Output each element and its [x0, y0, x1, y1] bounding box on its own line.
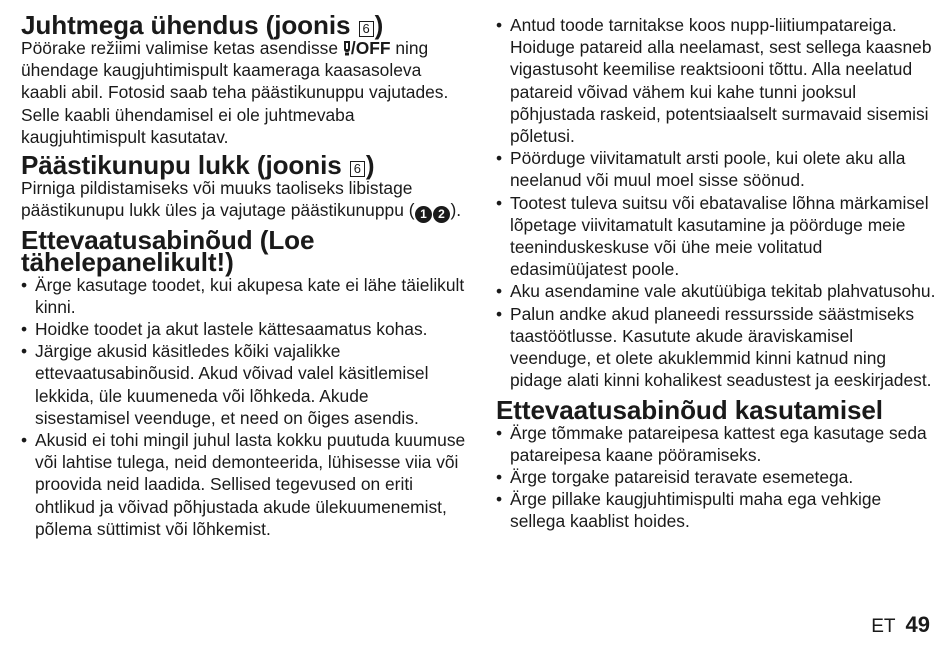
section-title-usage-precautions: Ettevaatusabinõud kasutamisel: [496, 395, 883, 426]
page-number: 49: [905, 611, 930, 637]
section-wired-connection: [21, 10, 466, 148]
figure-number: 6: [350, 161, 365, 177]
section-title-shutter-lock: Päästikunupu lukk (joonis 6 ): [21, 150, 375, 181]
section-title-wired-connection: Juhtmega ühendus (joonis 6 ): [21, 10, 384, 40]
list-item: • Ärge kasutage toodet, kui akupesa kate ei lähe täielikult kinni.: [21, 274, 466, 318]
paragraph-shutter-lock: Pirniga pildistamiseks või muuks taoliseks libistage päästikunupu lukk üles ja vajutage päästikunuppu ( 1 2 ).: [21, 178, 462, 222]
step-2-badge: 2: [433, 206, 450, 223]
step-1-badge: 1: [415, 206, 432, 223]
section-title-precautions: Ettevaatusabinõud (Loe tähelepanelikult!): [21, 225, 315, 278]
language-code: ET: [871, 615, 896, 637]
usage-precautions-list: [496, 422, 936, 533]
precautions-list: [21, 274, 466, 540]
list-item: • Ärge pillake kaugjuhtimispulti maha ega vehkige sellega kaablist hoides.: [496, 488, 936, 532]
figure-number: 6: [359, 21, 374, 37]
list-item: • Ärge torgake patareisid teravate esemetega.: [496, 466, 936, 488]
list-item: • Palun andke akud planeedi ressursside säästmiseks taastöötlusse. Kasutute akude äraviskamisel veenduge, et olete akuklemmid kinni katnud ning pidage alati kinni kohalikest seadustest ja eeskirjadest.: [496, 303, 936, 392]
page-footer: [871, 611, 930, 638]
list-item: • Ärge tõmmake patareipesa kattest ega kasutage seda patareipesa kaane pööramiseks.: [496, 422, 936, 466]
section-precautions: [21, 225, 466, 540]
battery-warnings-list: [496, 14, 936, 391]
left-column: [21, 10, 466, 544]
list-item: • Akusid ei tohi mingil juhul lasta kokku puutuda kuumuse või lahtise tulega, neid demonteerida, lühisesse viia või proovida neid laadida. Sellised tegevused on eriti ohtlikud ja võivad põhjustada akude ülekuumenemist, põlema süttimist või lõhkemist.: [21, 429, 466, 540]
list-item: • Pöörduge viivitamatult arsti poole, kui olete aku alla neelanud või muul moel sisse söönud.: [496, 147, 936, 191]
list-item: • Hoidke toodet ja akut lastele kättesaamatus kohas.: [21, 318, 466, 340]
section-usage-precautions: [496, 395, 936, 532]
mode-off-label: /OFF: [350, 38, 391, 58]
section-shutter-lock: [21, 150, 466, 223]
list-item: • Antud toode tarnitakse koos nupp-liitiumpatareiga. Hoiduge patareid alla neelamast, sest sellega kaasneb vigastusoht keemilise reaktsiooni tõttu. Alla neelatud patareid võivad vähem kui kahe tunni jooksul põhjustada raskeid, potentsiaalselt surmavaid sisemisi põletusi.: [496, 14, 936, 147]
list-item: • Tootest tuleva suitsu või ebatavalise lõhna märkamisel lõpetage viivitamatult kasutamine ja pöörduge meie teeninduskeskuse või ühe meie volitatud edasimüüjatest poole.: [496, 192, 936, 281]
list-item: • Aku asendamine vale akutüübiga tekitab plahvatusohu.: [496, 280, 936, 302]
list-item: • Järgige akusid käsitledes kõiki vajalikke ettevaatusabinõusid. Akud võivad valel käsitlemisel lekkida, üle kuumeneda või lõhkeda. Akude sisestamisel veenduge, et need on õiges asendis.: [21, 340, 466, 429]
right-column: [496, 14, 936, 537]
paragraph-wired-connection: Pöörake režiimi valimise ketas asendisse /OFF ning ühendage kaugjuhtimispult kaameraga kaasasoleva kaabli abil. Fotosid saab teha päästikunuppu vajutades. Selle kaabli ühendamisel ei ole juhtmevaba kaugjuhtimispult kasutatav.: [21, 38, 449, 147]
bulb-mode-icon: [343, 40, 351, 56]
